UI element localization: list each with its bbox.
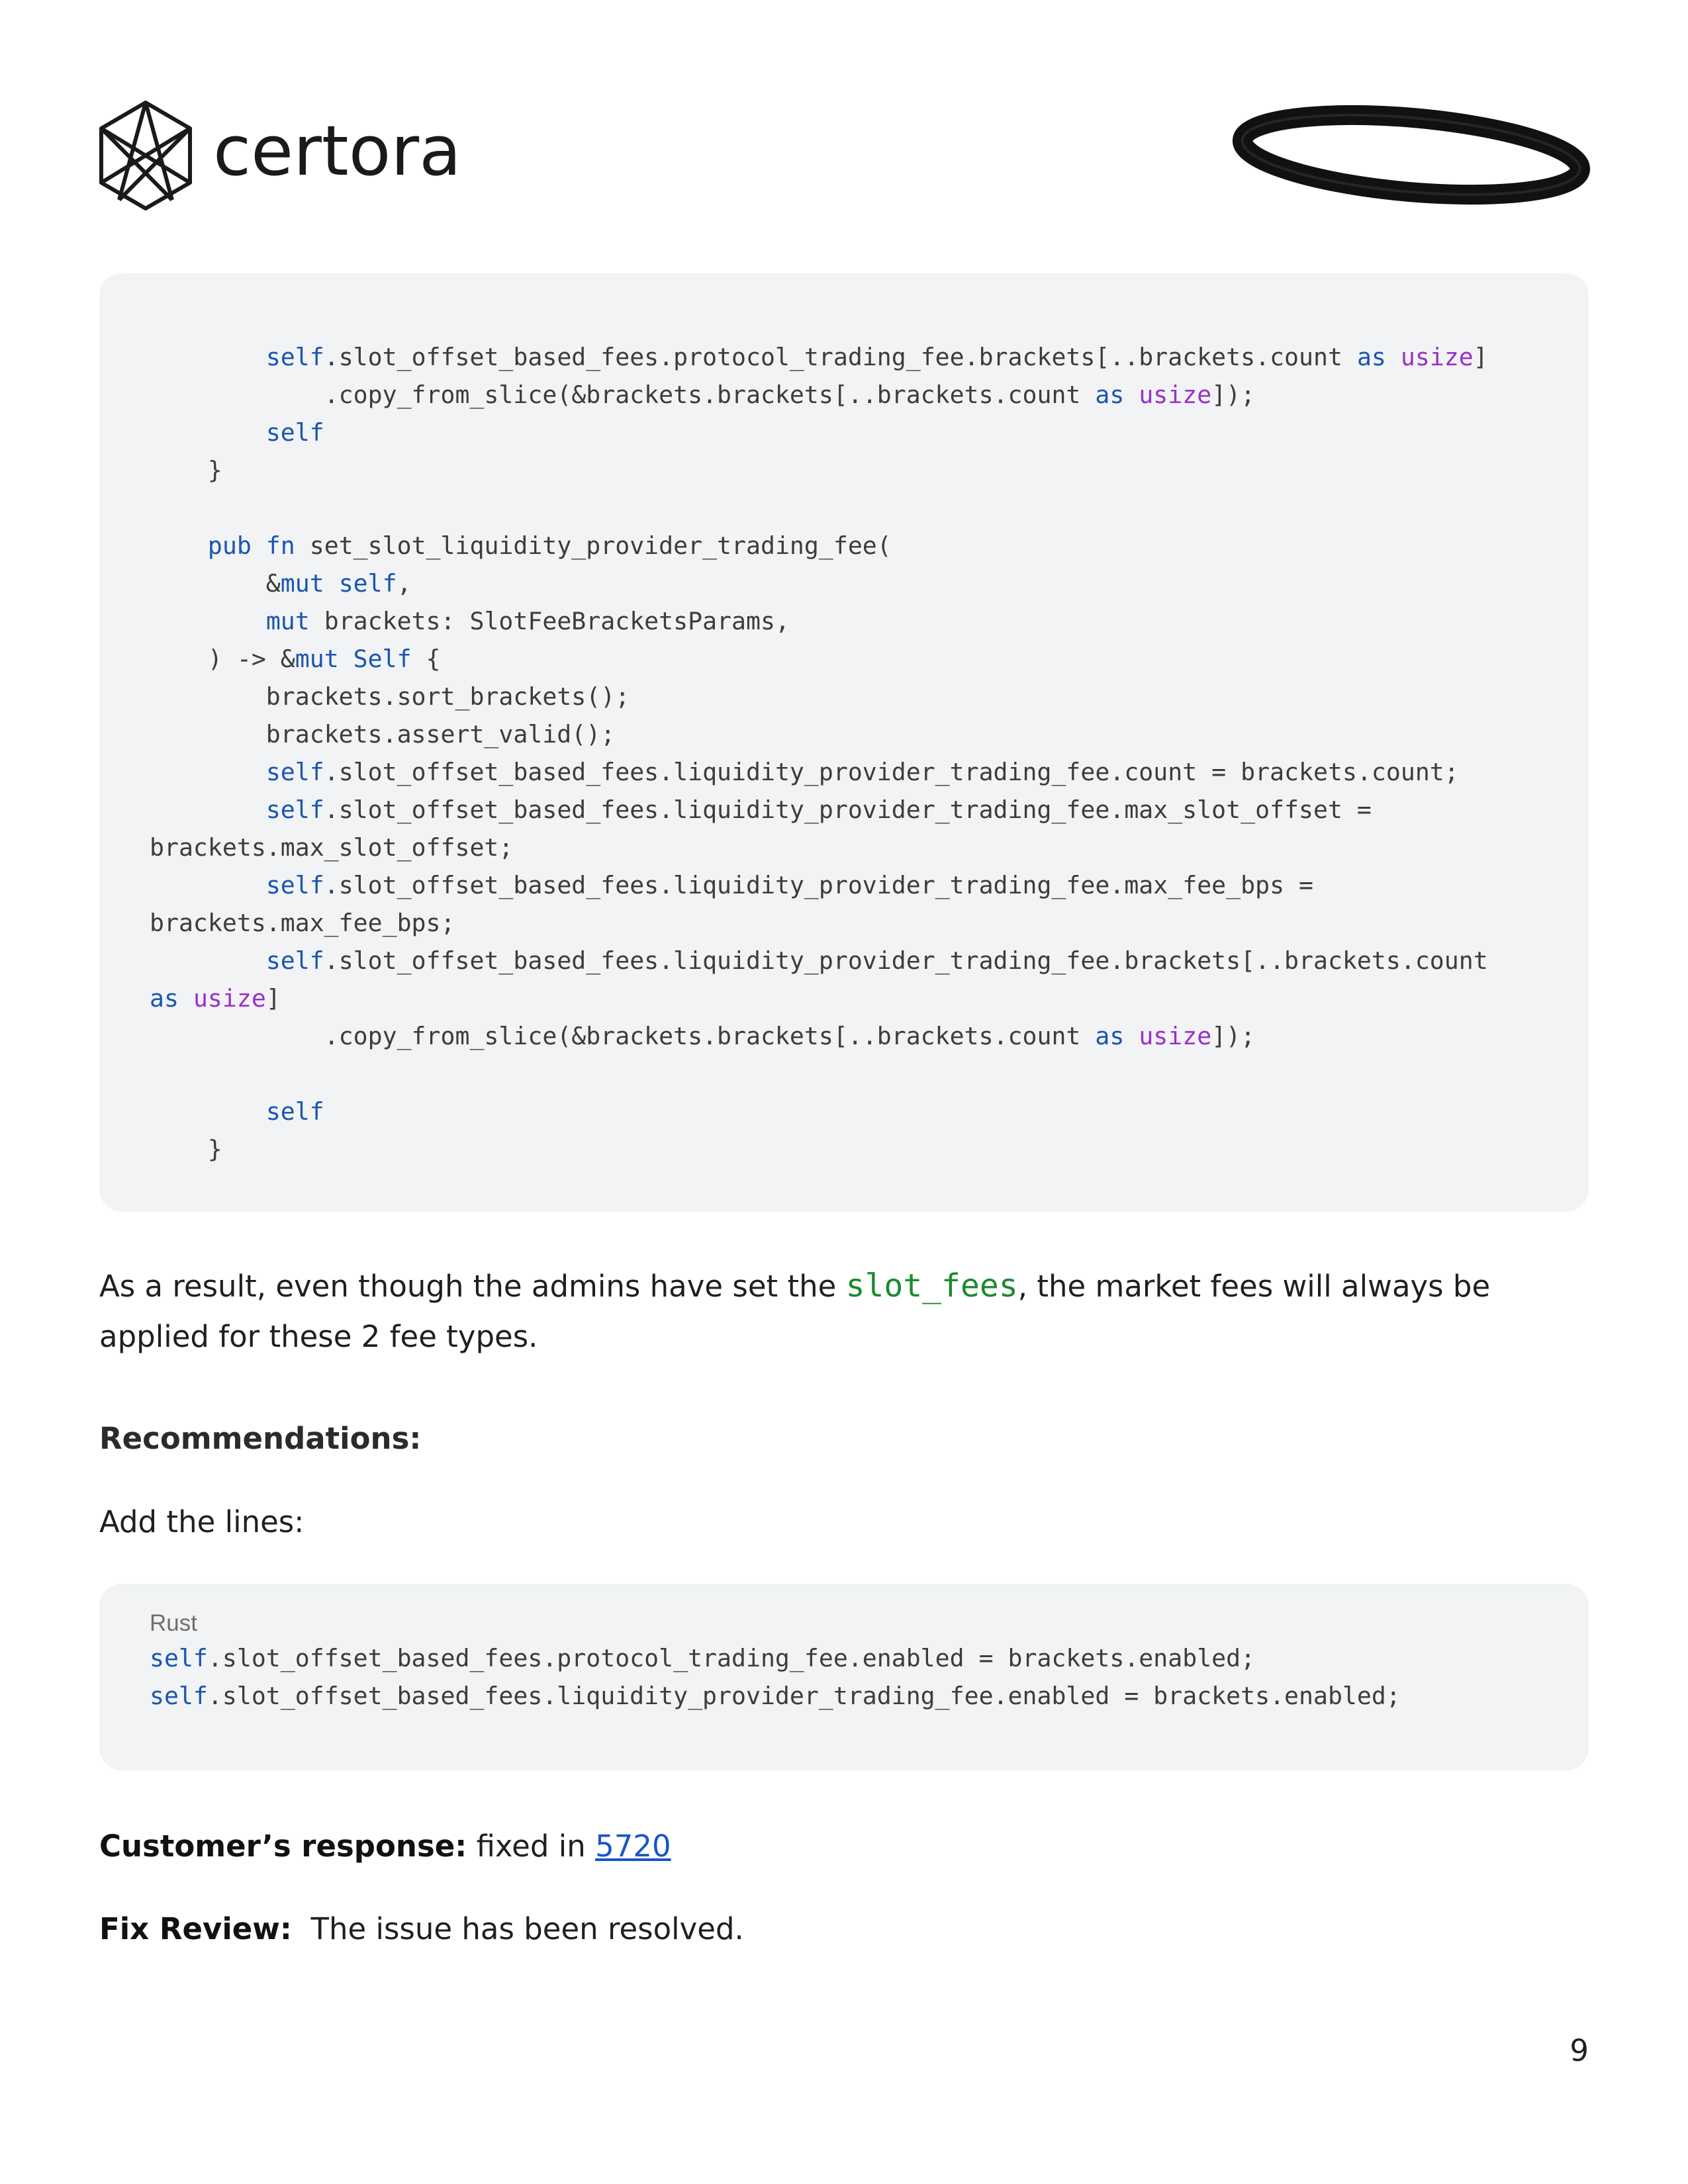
code-line <box>150 715 1562 753</box>
code-keyword: as <box>150 984 179 1013</box>
code-token <box>1386 343 1401 371</box>
code-token: .copy_from_slice(&brackets.brackets[..brackets.count <box>150 381 1096 409</box>
code-keyword: mut <box>265 607 310 635</box>
code-line <box>150 904 1562 942</box>
code-keyword: self <box>338 569 397 598</box>
customer-response-label: Customer’s response: <box>99 1829 467 1864</box>
result-text-before: As a result, even though the admins have set the <box>99 1269 846 1304</box>
code-line <box>150 602 1562 640</box>
brand-wordmark: certora <box>213 111 461 191</box>
code-line <box>150 414 1562 451</box>
code-token: .slot_offset_based_fees.protocol_trading_fee.enabled = brackets.enabled; <box>207 1644 1256 1672</box>
code-token: .slot_offset_based_fees.liquidity_provider_trading_fee.max_fee_bps = <box>324 871 1314 899</box>
code-line <box>150 979 1562 1017</box>
code-token: .slot_offset_based_fees.protocol_trading_fee.brackets[..brackets.count <box>324 343 1357 371</box>
code-token: ] <box>1473 343 1488 371</box>
code-line <box>150 1677 1562 1715</box>
code-keyword: self <box>265 946 324 975</box>
code-line <box>150 527 1562 565</box>
code-line <box>150 489 1562 527</box>
code-line <box>150 640 1562 678</box>
code-line <box>150 866 1562 904</box>
code-token <box>150 796 266 824</box>
code-line <box>150 829 1562 866</box>
code-keyword: fn <box>265 531 295 560</box>
code-token: .slot_offset_based_fees.liquidity_provider_trading_fee.enabled = brackets.enabled; <box>207 1682 1401 1710</box>
inline-code-slot-fees: slot_fees <box>845 1267 1018 1304</box>
code-token: } <box>150 456 222 484</box>
code-token: .slot_offset_based_fees.liquidity_provider_trading_fee.count = brackets.count; <box>324 758 1459 786</box>
code-token: brackets.max_fee_bps; <box>150 909 455 937</box>
code-line <box>150 1017 1562 1055</box>
code-token: set_slot_liquidity_provider_trading_fee( <box>295 531 892 560</box>
code-line <box>150 1130 1562 1168</box>
code-block-rust-1 <box>99 273 1589 1212</box>
code-token: ]); <box>1211 1022 1256 1050</box>
code-token <box>150 758 266 786</box>
code-line <box>150 565 1562 602</box>
code-line <box>150 451 1562 489</box>
result-text-after: , the market fees will always be applied for these 2 fee types. <box>99 1269 1491 1354</box>
code-keyword: self <box>265 343 324 371</box>
code-keyword: pub <box>207 531 252 560</box>
code-token: , <box>397 569 412 598</box>
code-line <box>150 753 1562 791</box>
code-keyword: as <box>1095 381 1125 409</box>
recommendations-intro: Add the lines: <box>99 1504 305 1539</box>
code-token: brackets.max_slot_offset; <box>150 833 514 862</box>
code-language-label: Rust <box>150 1610 197 1636</box>
code-token <box>179 984 193 1013</box>
code-token <box>1124 381 1139 409</box>
code-keyword: mut <box>280 569 324 598</box>
code-line <box>150 1093 1562 1130</box>
code-token: brackets.sort_brackets(); <box>150 682 630 711</box>
page-number: 9 <box>1570 2033 1589 2068</box>
code-token: ]); <box>1211 381 1256 409</box>
code-keyword: mut <box>295 645 339 673</box>
code-keyword: as <box>1095 1022 1125 1050</box>
decorative-ring-image <box>1226 102 1597 208</box>
code-type: usize <box>1139 381 1212 409</box>
fix-review-label: Fix Review: <box>99 1911 292 1946</box>
code-token <box>150 343 266 371</box>
code-token <box>1124 1022 1139 1050</box>
code-type: usize <box>1400 343 1474 371</box>
code-token: brackets: SlotFeeBracketsParams, <box>309 607 790 635</box>
code-line <box>150 942 1562 979</box>
certora-logo <box>99 101 470 210</box>
code-line <box>150 1639 1562 1677</box>
fix-pr-link[interactable]: 5720 <box>595 1829 671 1864</box>
recommendations-heading: Recommendations: <box>99 1421 422 1456</box>
code-type: usize <box>1139 1022 1212 1050</box>
code-keyword: self <box>265 1097 324 1126</box>
code-token <box>324 569 339 598</box>
result-paragraph <box>99 1261 1589 1362</box>
code-token <box>252 531 266 560</box>
code-token: & <box>150 569 281 598</box>
code-line <box>150 1055 1562 1093</box>
code-keyword: self <box>150 1644 208 1672</box>
code-token <box>150 946 266 975</box>
code-token <box>150 871 266 899</box>
code-keyword: as <box>1356 343 1386 371</box>
customer-response <box>99 1821 1589 1872</box>
code-keyword: self <box>150 1682 208 1710</box>
code-token: .slot_offset_based_fees.liquidity_provider_trading_fee.brackets[..brackets.count <box>324 946 1488 975</box>
code-token: brackets.assert_valid(); <box>150 720 616 749</box>
code-token <box>150 418 266 447</box>
code-keyword: Self <box>353 645 412 673</box>
code-line <box>150 791 1562 829</box>
code-keyword: self <box>265 871 324 899</box>
code-line <box>150 678 1562 715</box>
code-token <box>150 607 266 635</box>
code-line <box>150 338 1562 376</box>
code-token: .slot_offset_based_fees.liquidity_provider_trading_fee.max_slot_offset = <box>324 796 1372 824</box>
certora-logo-mark <box>99 101 470 210</box>
code-token: .copy_from_slice(&brackets.brackets[..brackets.count <box>150 1022 1096 1050</box>
code-keyword: self <box>265 418 324 447</box>
code-token: ] <box>265 984 281 1013</box>
fix-review-text: The issue has been resolved. <box>291 1911 744 1946</box>
fix-review <box>99 1904 1589 1954</box>
code-token <box>150 531 208 560</box>
code-block-rust-2 <box>99 1584 1589 1770</box>
code-token <box>150 1097 266 1126</box>
code-type: usize <box>193 984 266 1013</box>
code-content <box>150 338 1562 1168</box>
code-line <box>150 376 1562 414</box>
code-token: } <box>150 1135 222 1163</box>
code-token <box>339 645 353 673</box>
code-keyword: self <box>265 796 324 824</box>
customer-response-text: fixed in <box>467 1829 596 1864</box>
code-keyword: self <box>265 758 324 786</box>
code-token: { <box>411 645 441 673</box>
code-token: ) -> & <box>150 645 295 673</box>
code-content <box>150 1639 1562 1715</box>
